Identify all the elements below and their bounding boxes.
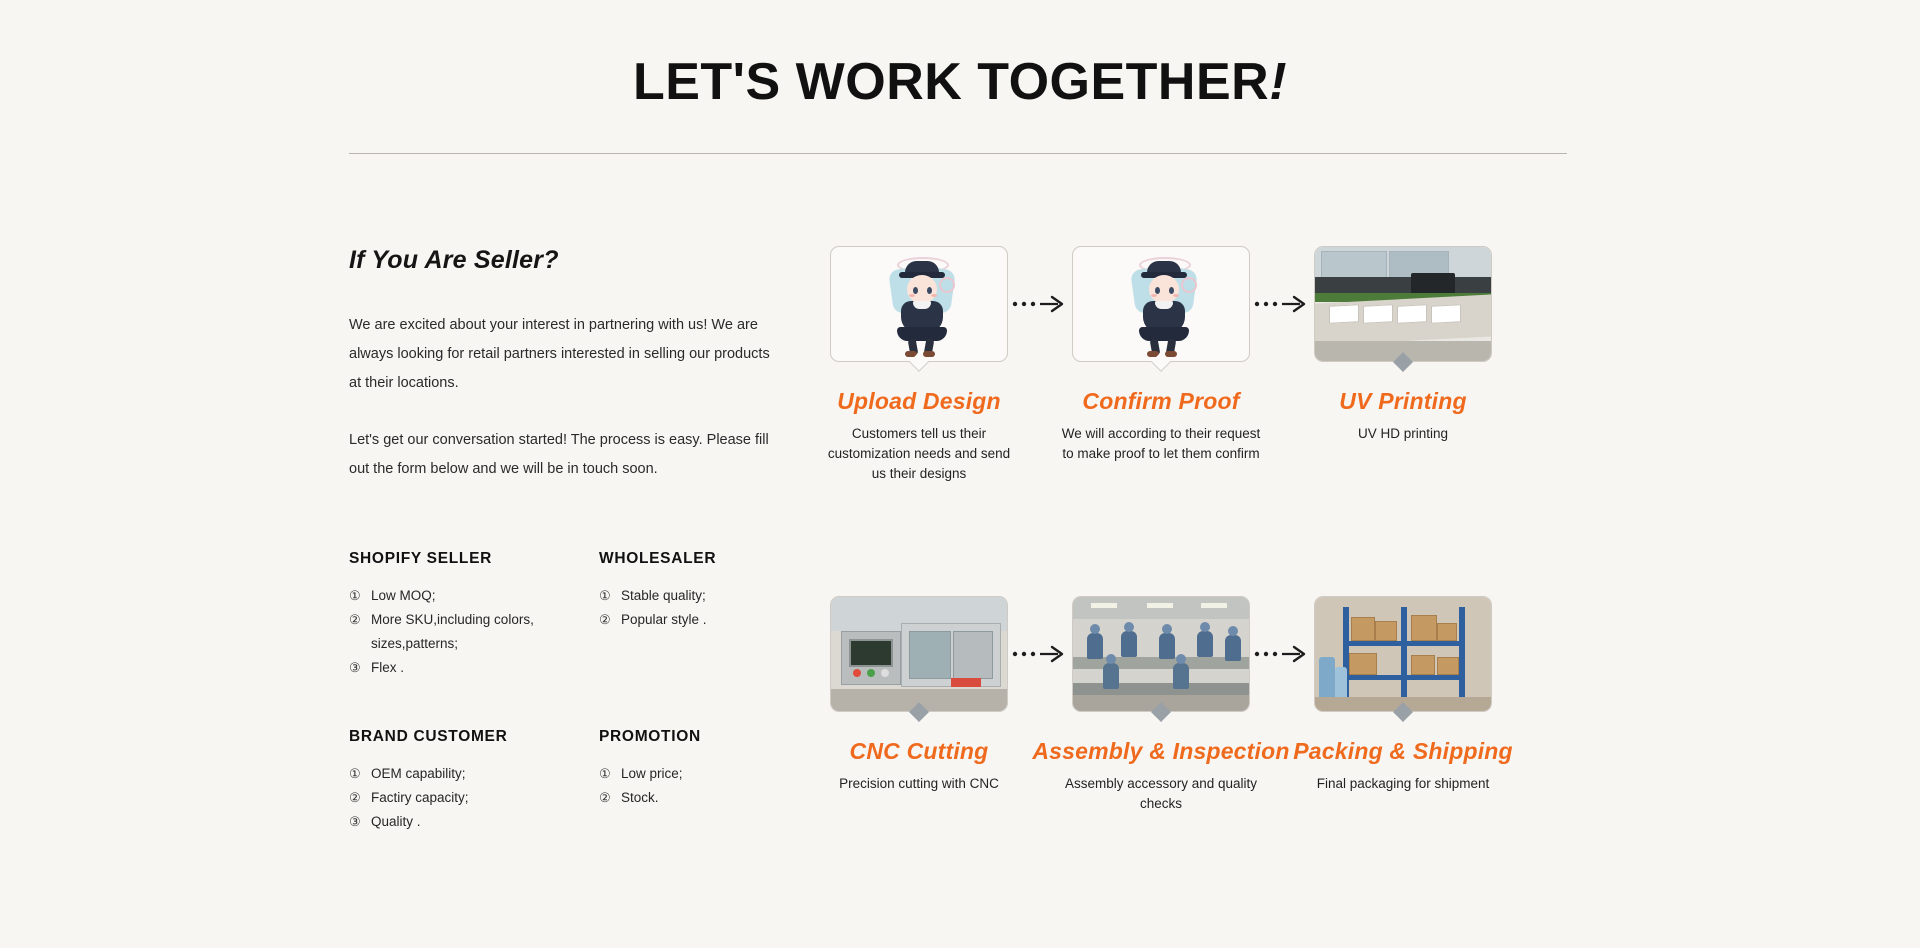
warehouse-shelves-photo-icon	[1314, 596, 1492, 712]
customer-type-row-2	[349, 728, 819, 834]
assembly-line-photo-icon	[1072, 596, 1250, 712]
customer-type-heading: SHOPIFY SELLER	[349, 550, 493, 567]
list-item	[349, 786, 589, 810]
cnc-machine-photo-icon	[830, 596, 1008, 712]
list-item	[599, 584, 809, 608]
process-step-title: Packing & Shipping	[1293, 738, 1513, 764]
customer-type-promotion	[599, 728, 819, 834]
process-step-thumbnail-wrap	[1314, 246, 1492, 362]
process-step-description: UV HD printing	[1357, 426, 1449, 441]
list-item-label: Stock.	[621, 790, 659, 805]
customer-type-list	[349, 762, 589, 834]
chibi-character-design-icon	[830, 246, 1008, 362]
process-step-title: UV Printing	[1339, 388, 1467, 414]
customer-type-list	[349, 584, 589, 680]
customer-type-shopify-seller	[349, 550, 599, 680]
process-step-upload-design	[827, 246, 1011, 484]
list-item-label: Stable quality;	[621, 588, 706, 603]
list-item	[599, 786, 809, 810]
list-item-label: More SKU,including colors, sizes,patterns;	[371, 612, 534, 651]
list-item	[349, 762, 589, 786]
customer-type-grid	[349, 550, 819, 834]
list-item-number: ①	[599, 588, 611, 603]
process-step-assembly-inspection	[1032, 596, 1290, 814]
customer-type-list	[599, 584, 809, 632]
customer-type-heading: WHOLESALER	[599, 550, 717, 567]
uv-printer-illustration	[1315, 247, 1491, 361]
list-item-label: Low MOQ;	[371, 588, 436, 603]
next-step-arrow-icon	[1250, 596, 1314, 712]
list-item-label: Low price;	[621, 766, 683, 781]
process-step-uv-printing	[1314, 246, 1492, 444]
next-step-arrow-icon	[1008, 596, 1072, 712]
process-step-title: Assembly & Inspection	[1032, 738, 1290, 764]
list-item-number: ②	[599, 790, 611, 805]
process-step-title: CNC Cutting	[849, 738, 989, 764]
list-item-number: ①	[349, 588, 361, 603]
customer-type-wholesaler	[599, 550, 819, 680]
next-step-arrow-icon	[1250, 246, 1314, 362]
list-item-number: ①	[349, 766, 361, 781]
chibi-illustration	[831, 247, 1008, 362]
list-item	[349, 584, 589, 608]
process-step-description: Precision cutting with CNC	[839, 776, 999, 791]
list-item	[349, 656, 589, 680]
process-step-thumbnail-wrap	[1072, 246, 1250, 362]
seller-paragraph-1: We are excited about your interest in partnering with us! We are always looking for retail partners interested in selling our products at their locations.	[349, 317, 770, 391]
process-step-thumbnail-wrap	[830, 596, 1008, 712]
process-flow-row-2	[830, 596, 1513, 814]
title-divider	[349, 153, 1567, 154]
process-step-title: Confirm Proof	[1082, 388, 1240, 414]
process-step-description: Final packaging for shipment	[1316, 776, 1490, 791]
list-item-number: ②	[349, 790, 361, 805]
process-step-thumbnail-wrap	[1072, 596, 1250, 712]
next-step-arrow-icon	[1008, 246, 1072, 362]
process-step-description: Customers tell us their customization needs and send us their designs	[827, 426, 1011, 481]
process-flow-row-1	[827, 246, 1492, 484]
list-item-label: OEM capability;	[371, 766, 466, 781]
process-step-packing-shipping	[1293, 596, 1513, 794]
chibi-character-proof-icon	[1072, 246, 1250, 362]
list-item	[599, 762, 809, 786]
list-item-label: Flex .	[371, 660, 405, 675]
chibi-illustration	[1073, 247, 1250, 362]
customer-type-heading: PROMOTION	[599, 728, 701, 745]
list-item	[349, 608, 589, 656]
list-item-label: Quality .	[371, 814, 421, 829]
warehouse-illustration	[1315, 597, 1491, 711]
list-item-number: ③	[349, 814, 361, 829]
process-step-cnc-cutting	[830, 596, 1008, 794]
assembly-illustration	[1073, 597, 1249, 711]
uv-printer-photo-icon	[1314, 246, 1492, 362]
page-title-text: LET'S WORK TOGETHER	[632, 53, 1270, 111]
list-item-label: Factiry capacity;	[371, 790, 469, 805]
list-item-label: Popular style .	[621, 612, 707, 627]
customer-type-list	[599, 762, 809, 810]
process-step-confirm-proof	[1061, 246, 1261, 464]
process-step-title: Upload Design	[837, 388, 1001, 414]
list-item-number: ②	[349, 612, 361, 627]
list-item	[349, 810, 589, 834]
page-title	[0, 52, 1920, 112]
process-step-description: We will according to their request to make proof to let them confirm	[1061, 426, 1261, 461]
process-step-description: Assembly accessory and quality checks	[1064, 776, 1258, 811]
cnc-illustration	[831, 597, 1007, 711]
seller-intro-section	[349, 246, 819, 484]
list-item	[599, 608, 809, 632]
seller-heading: If You Are Seller?	[349, 246, 559, 274]
page-title-exclamation: !	[1269, 53, 1288, 111]
seller-paragraph-2: Let's get our conversation started! The process is easy. Please fill out the form below and we will be in touch soon.	[349, 432, 769, 477]
process-step-thumbnail-wrap	[830, 246, 1008, 362]
process-step-thumbnail-wrap	[1314, 596, 1492, 712]
customer-type-row-1	[349, 550, 819, 680]
list-item-number: ②	[599, 612, 611, 627]
list-item-number: ①	[599, 766, 611, 781]
customer-type-heading: BRAND CUSTOMER	[349, 728, 508, 745]
list-item-number: ③	[349, 660, 361, 675]
customer-type-brand-customer	[349, 728, 599, 834]
